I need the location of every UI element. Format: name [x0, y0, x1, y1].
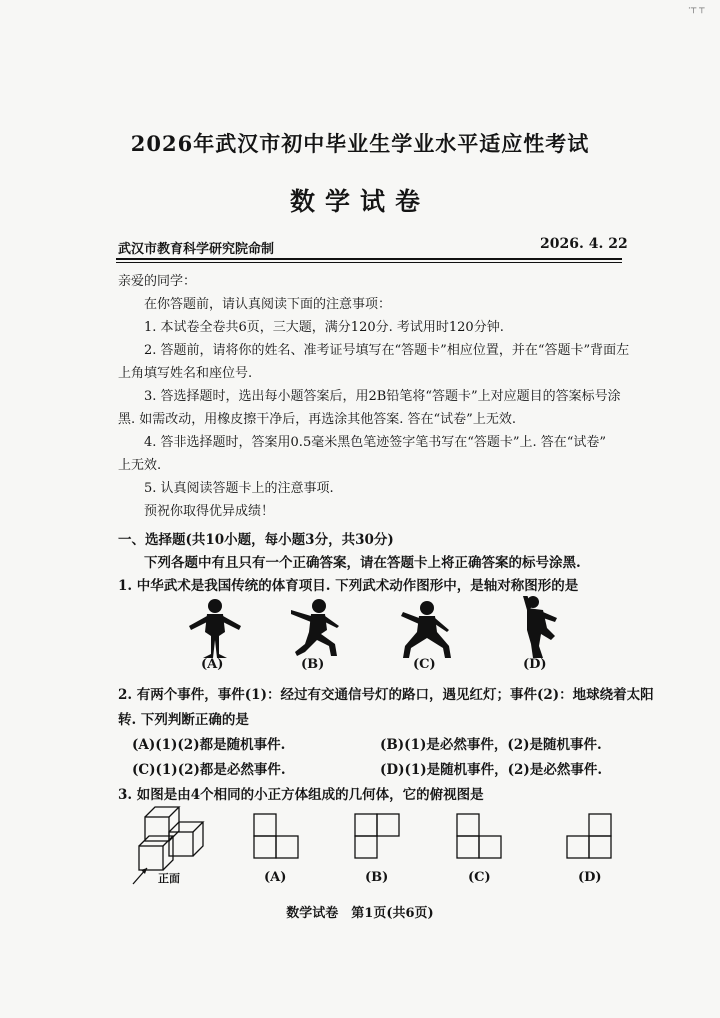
notice-item: 黑. 如需改动，用橡皮擦干净后，再选涂其他答案. 答在“试卷”上无效.: [118, 412, 516, 427]
q2-option-b: (B)(1)是必然事件，(2)是随机事件.: [380, 737, 602, 753]
notice-item: 上角填写姓名和座位号.: [118, 366, 253, 381]
notice-item: 2. 答题前，请将你的姓名、准考证号填写在“答题卡”相应位置，并在“答题卡”背面左: [144, 343, 630, 358]
corner-mark: ·┬ ┬: [688, 4, 705, 14]
q3-option-d-label: (D): [578, 870, 602, 885]
q1-figures: [180, 596, 580, 662]
notice-greeting: 亲爱的同学：: [118, 274, 197, 289]
notice-intro: 在你答题前，请认真阅读下面的注意事项：: [144, 297, 392, 312]
exam-title: 2026年武汉市初中毕业生学业水平适应性考试: [130, 131, 590, 156]
notice-item: 4. 答非选择题时，答案用0.5毫米黑色笔迹签字笔书写在“答题卡”上. 答在“试卷”: [144, 435, 607, 450]
q1-figure-c: [401, 601, 451, 658]
q1-figure-b: [291, 599, 339, 656]
q1-option-d-label: (D): [523, 657, 547, 672]
q1-option-b-label: (B): [301, 657, 325, 672]
q3-option-a-label: (A): [264, 870, 287, 885]
header-rule-thick: [116, 258, 622, 260]
q1-option-c-label: (C): [413, 657, 436, 672]
q3-option-c-label: (C): [468, 870, 491, 885]
q1-figure-a: [189, 599, 241, 658]
q2-option-c: (C)(1)(2)都是必然事件.: [132, 762, 286, 778]
q3-front-label: 正面: [158, 872, 180, 885]
exam-date: 2026. 4. 22: [540, 236, 628, 252]
header-rule-thin: [116, 262, 622, 263]
notice-item: 5. 认真阅读答题卡上的注意事项.: [144, 481, 334, 496]
section-instruction: 下列各题中有且只有一个正确答案，请在答题卡上将正确答案的标号涂黑.: [144, 555, 581, 571]
q3-option-c-figure: [455, 812, 505, 862]
q1-figure-d: [523, 596, 557, 658]
paper-subtitle: 数学试卷: [289, 187, 430, 216]
question-3-text: 3. 如图是由4个相同的小正方体组成的几何体，它的俯视图是: [118, 787, 484, 803]
section-heading: 一、选择题(共10小题，每小题3分，共30分): [118, 532, 394, 548]
q3-option-b-label: (B): [365, 870, 389, 885]
page-footer: 数学试卷 第1页(共6页): [286, 906, 434, 921]
notice-item: 上无效.: [118, 458, 162, 473]
notice-closing: 预祝你取得优异成绩！: [144, 504, 275, 519]
question-1-text: 1. 中华武术是我国传统的体育项目. 下列武术动作图形中，是轴对称图形的是: [118, 578, 579, 594]
question-2-line1: 2. 有两个事件，事件(1)：经过有交通信号灯的路口，遇见红灯；事件(2)：地球绕着太阳: [118, 687, 654, 703]
notice-item: 1. 本试卷全卷共6页，三大题，满分120分. 考试用时120分钟.: [144, 320, 504, 335]
q2-option-a: (A)(1)(2)都是随机事件.: [132, 737, 286, 753]
q3-option-d-figure: [565, 812, 615, 862]
q2-option-d: (D)(1)是随机事件，(2)是必然事件.: [380, 762, 603, 778]
issuer: 武汉市教育科学研究院命制: [118, 242, 275, 257]
question-2-line2: 转. 下列判断正确的是: [118, 712, 249, 728]
q1-option-a-label: (A): [201, 657, 224, 672]
notice-item: 3. 答选择题时，选出每小题答案后，用2B铅笔将“答题卡”上对应题目的答案标号涂: [144, 389, 621, 404]
q3-option-a-figure: [252, 812, 302, 862]
q3-option-b-figure: [353, 812, 403, 862]
